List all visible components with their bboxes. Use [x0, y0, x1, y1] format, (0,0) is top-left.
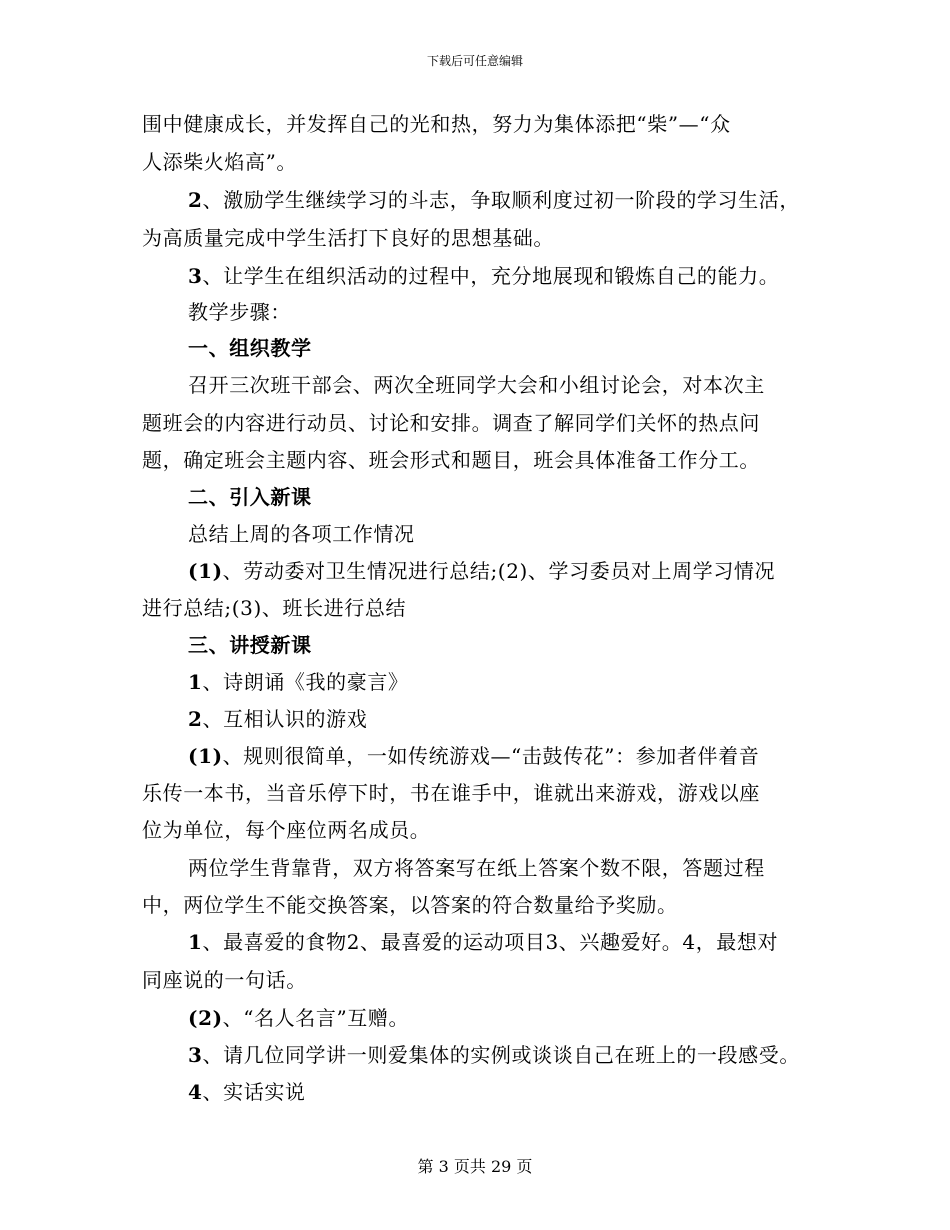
item-text: 、规则很简单，一如传统游戏—“击鼓传花”：参加者伴着音 — [222, 744, 760, 768]
paragraph-line: 进行总结;(3)、班长进行总结 — [142, 596, 407, 620]
summary-item — [188, 557, 775, 585]
item-number: (1) — [188, 744, 223, 768]
section-heading-2: 二、引入新课 — [188, 485, 312, 509]
item-number: 1 — [188, 670, 203, 694]
paragraph-line: 乐传一本书，当音乐停下时，书在谁手中，谁就出来游戏，游戏以座 — [142, 781, 760, 805]
item-text: 、让学生在组织活动的过程中，充分地展现和锻炼自己的能力。 — [202, 264, 780, 288]
list-item — [188, 668, 409, 696]
item-number: (2) — [188, 1006, 223, 1030]
item-text: 、互相认识的游戏 — [202, 707, 368, 731]
list-item — [188, 705, 367, 733]
paragraph-line: 围中健康成长，并发挥自己的光和热，努力为集体添把“柴”—“众 — [142, 112, 731, 136]
paragraph-line: 位为单位，每个座位两名成员。 — [142, 818, 431, 842]
item-number: 2 — [188, 707, 203, 731]
section-heading-1: 一、组织教学 — [188, 336, 312, 360]
paragraph-line: 两位学生背靠背，双方将答案写在纸上答案个数不限，答题过程 — [188, 856, 765, 880]
item-text: 、最喜爱的食物2、最喜爱的运动项目3、兴趣爱好。4，最想对 — [202, 930, 779, 954]
item-text: 、激励学生继续学习的斗志，争取顺利度过初一阶段的学习生活， — [202, 188, 800, 212]
paragraph-line: 人添柴火焰高”。 — [142, 150, 298, 174]
steps-label: 教学步骤： — [188, 300, 291, 324]
paragraph-line: 召开三次班干部会、两次全班同学大会和小组讨论会，对本次主 — [188, 373, 765, 397]
paragraph-line: 同座说的一句话。 — [142, 968, 307, 992]
item-text: 、实话实说 — [202, 1080, 306, 1104]
goal-item-2 — [188, 186, 800, 214]
list-item — [188, 1078, 306, 1106]
item-text: 、劳动委对卫生情况进行总结;(2)、学习委员对上周学习情况 — [222, 559, 776, 583]
paragraph-line: 题班会的内容进行动员、讨论和安排。调查了解同学们关怀的热点问 — [142, 411, 760, 435]
paragraph-line: 总结上周的各项工作情况 — [188, 522, 415, 546]
list-item — [188, 1041, 800, 1069]
item-number: 2 — [188, 188, 203, 212]
item-number: (1) — [188, 559, 223, 583]
page-header: 下载后可任意编辑 — [426, 54, 523, 68]
item-number: 3 — [188, 264, 203, 288]
item-number: 4 — [188, 1080, 203, 1104]
paragraph-line: 中，两位学生不能交换答案，以答案的符合数量给予奖励。 — [142, 893, 678, 917]
section-heading-3: 三、讲授新课 — [188, 633, 312, 657]
question-item — [188, 928, 778, 956]
item-number: 1 — [188, 930, 203, 954]
rule-item — [188, 742, 759, 770]
item-text: 、诗朗诵《我的豪言》 — [202, 670, 409, 694]
item-number: 3 — [188, 1043, 203, 1067]
paragraph-line: 为高质量完成中学生活打下良好的思想基础。 — [142, 226, 554, 250]
page-footer: 第 3 页共 29 页 — [417, 1157, 533, 1176]
list-item — [188, 1004, 409, 1032]
item-text: 、“名人名言”互赠。 — [222, 1006, 410, 1030]
item-text: 、请几位同学讲一则爱集体的实例或谈谈自己在班上的一段感受。 — [202, 1043, 800, 1067]
paragraph-line: 题，确定班会主题内容、班会形式和题目，班会具体准备工作分工。 — [142, 448, 760, 472]
goal-item-3 — [188, 262, 779, 290]
